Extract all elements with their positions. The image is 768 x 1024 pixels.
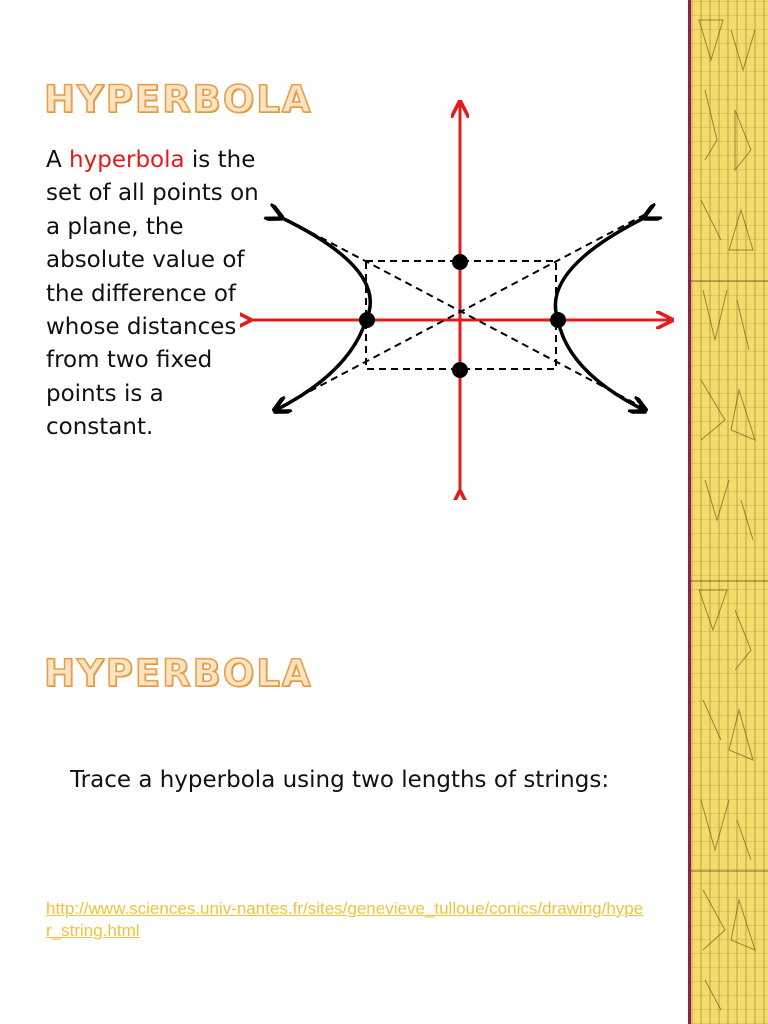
left-branch — [276, 217, 370, 410]
bottom-covertex — [452, 362, 468, 378]
definition-rest: is the set of all points on a plane, the absolute value of the difference of whose distances from two fixed points is a constant. — [46, 147, 259, 441]
sketch-pattern-icon — [691, 0, 768, 1024]
hyperbola-diagram — [240, 90, 680, 500]
slide-title: HYPERBOLA — [44, 652, 313, 695]
slide-tracing — [0, 512, 688, 1024]
top-covertex — [452, 254, 468, 270]
right-branch — [555, 217, 646, 410]
decorative-strip — [688, 0, 768, 1024]
resource-link[interactable]: http://www.sciences.univ-nantes.fr/sites/genevieve_tulloue/conics/drawing/hyper_string.html — [46, 899, 644, 940]
slide-title: HYPERBOLA — [44, 78, 313, 121]
slide-definition — [0, 0, 688, 512]
definition-highlight: hyperbola — [69, 147, 185, 173]
definition-text — [46, 144, 266, 445]
right-vertex — [550, 312, 566, 328]
left-vertex — [359, 312, 375, 328]
definition-prefix: A — [46, 147, 62, 173]
instruction-text: Trace a hyperbola using two lengths of strings: — [70, 767, 610, 793]
